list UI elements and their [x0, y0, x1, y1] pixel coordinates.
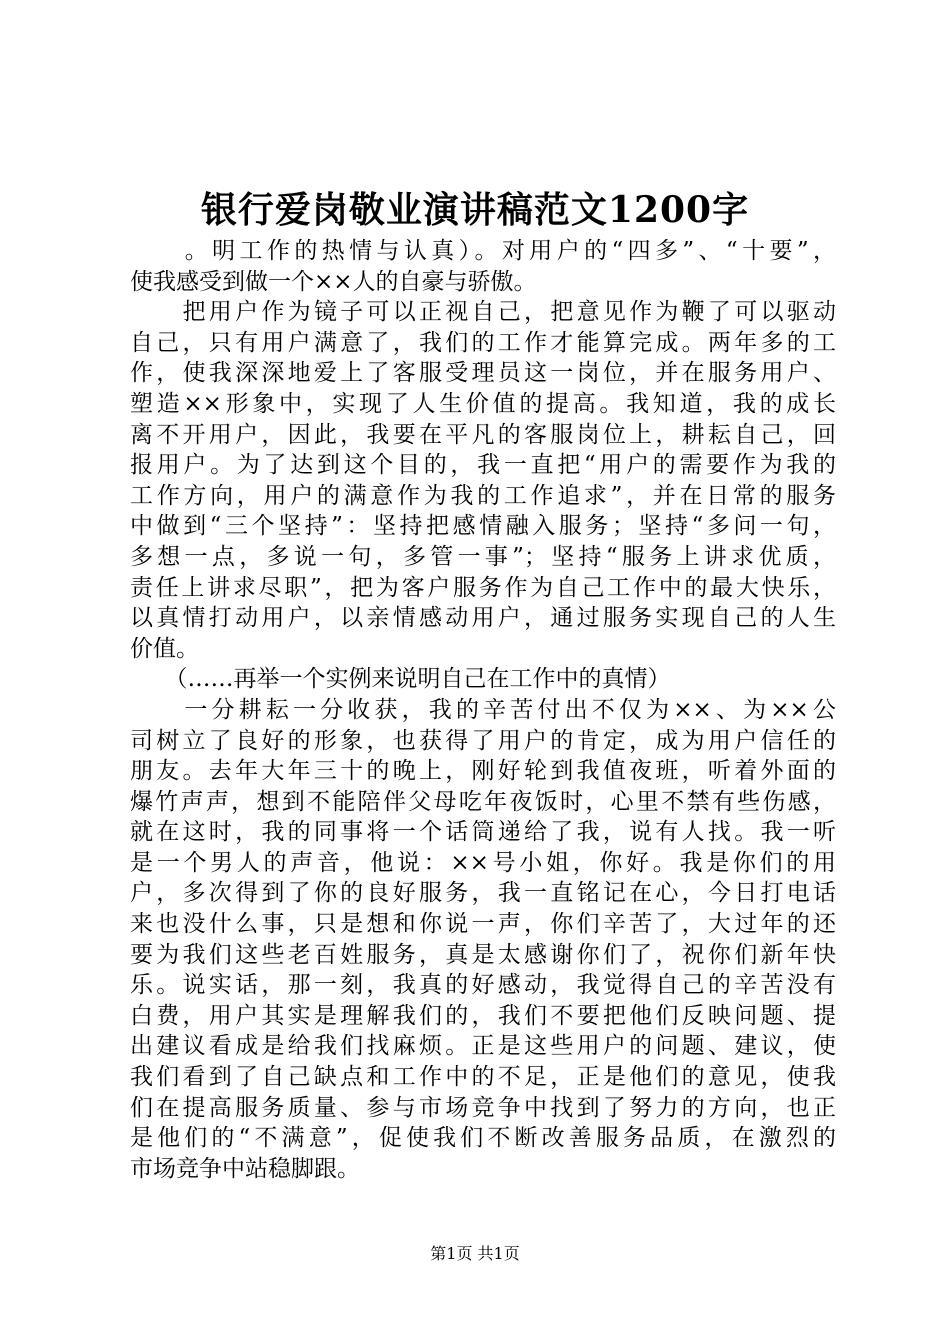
text-line: 市场竞争中站稳脚跟。	[130, 1155, 360, 1182]
text-line: 。明工作的热情与认真）。对用户的“四多”、“十要”，	[130, 238, 836, 264]
text-line: 是一个男人的声音，他说：××号小姐，你好。我是你们的用	[130, 849, 836, 876]
text-line: 出建议看成是给我们找麻烦。正是这些用户的问题、建议，使	[130, 1033, 836, 1060]
text-line: 就在这时，我的同事将一个话筒递给了我，说有人找。我一听	[130, 819, 836, 846]
text-line: 来也没什么事，只是想和你说一声，你们辛苦了，大过年的还	[130, 911, 836, 938]
text-line: 工作方向，用户的满意作为我的工作追求”，并在日常的服务	[130, 482, 836, 509]
text-line: 离不开用户，因此，我要在平凡的客服岗位上，耕耘自己，回	[130, 421, 836, 448]
text-line: 乐。说实话，那一刻，我真的好感动，我觉得自己的辛苦没有	[130, 972, 836, 999]
text-line: 们在提高服务质量、参与市场竞争中找到了努力的方向，也正	[130, 1094, 836, 1121]
text-line: 是他们的“不满意”，促使我们不断改善服务品质，在激烈的	[130, 1125, 836, 1152]
text-line: 以真情打动用户，以亲情感动用户，通过服务实现自己的人生	[130, 605, 836, 632]
text-line: 把用户作为镜子可以正视自己，把意见作为鞭了可以驱动	[130, 299, 836, 326]
text-line: 爆竹声声，想到不能陪伴父母吃年夜饭时，心里不禁有些伤感，	[130, 788, 836, 815]
text-line: 责任上讲求尽职”，把为客户服务作为自己工作中的最大快乐，	[130, 574, 836, 601]
text-line: 报用户。为了达到这个目的，我一直把“用户的需要作为我的	[130, 452, 836, 479]
text-line: 我们看到了自己缺点和工作中的不足，正是他们的意见，使我	[130, 1064, 836, 1091]
text-line: 白费，用户其实是理解我们的，我们不要把他们反映问题、提	[130, 1002, 836, 1029]
text-line: 价值。	[130, 635, 199, 662]
text-line: 司树立了良好的形象，也获得了用户的肯定，成为用户信任的	[130, 727, 836, 754]
text-line: （……再举一个实例来说明自己在工作中的真情）	[130, 666, 671, 693]
page-footer: 第1页 共1页	[430, 1244, 520, 1263]
document-body	[130, 236, 836, 1184]
text-line: 作，使我深深地爱上了客服受理员这一岗位，并在服务用户、	[130, 360, 836, 387]
text-line: 多想一点，多说一句，多管一事”；坚持“服务上讲求优质，	[130, 543, 836, 570]
text-line: 中做到“三个坚持”：坚持把感情融入服务；坚持“多问一句，	[130, 513, 836, 540]
text-line: 户，多次得到了你的良好服务，我一直铭记在心，今日打电话	[130, 880, 836, 907]
text-line: 自己，只有用户满意了，我们的工作才能算完成。两年多的工	[130, 329, 836, 356]
text-line: 一分耕耘一分收获，我的辛苦付出不仅为××、为××公	[130, 696, 836, 723]
text-line: 朋友。去年大年三十的晚上，刚好轮到我值夜班，听着外面的	[130, 758, 836, 785]
document-title: 银行爱岗敬业演讲稿范文1200字	[200, 189, 750, 231]
text-line: 要为我们这些老百姓服务，真是太感谢你们了，祝你们新年快	[130, 941, 836, 968]
text-line: 使我感受到做一个××人的自豪与骄傲。	[130, 268, 537, 295]
text-line: 塑造××形象中，实现了人生价值的提高。我知道，我的成长	[130, 390, 836, 417]
